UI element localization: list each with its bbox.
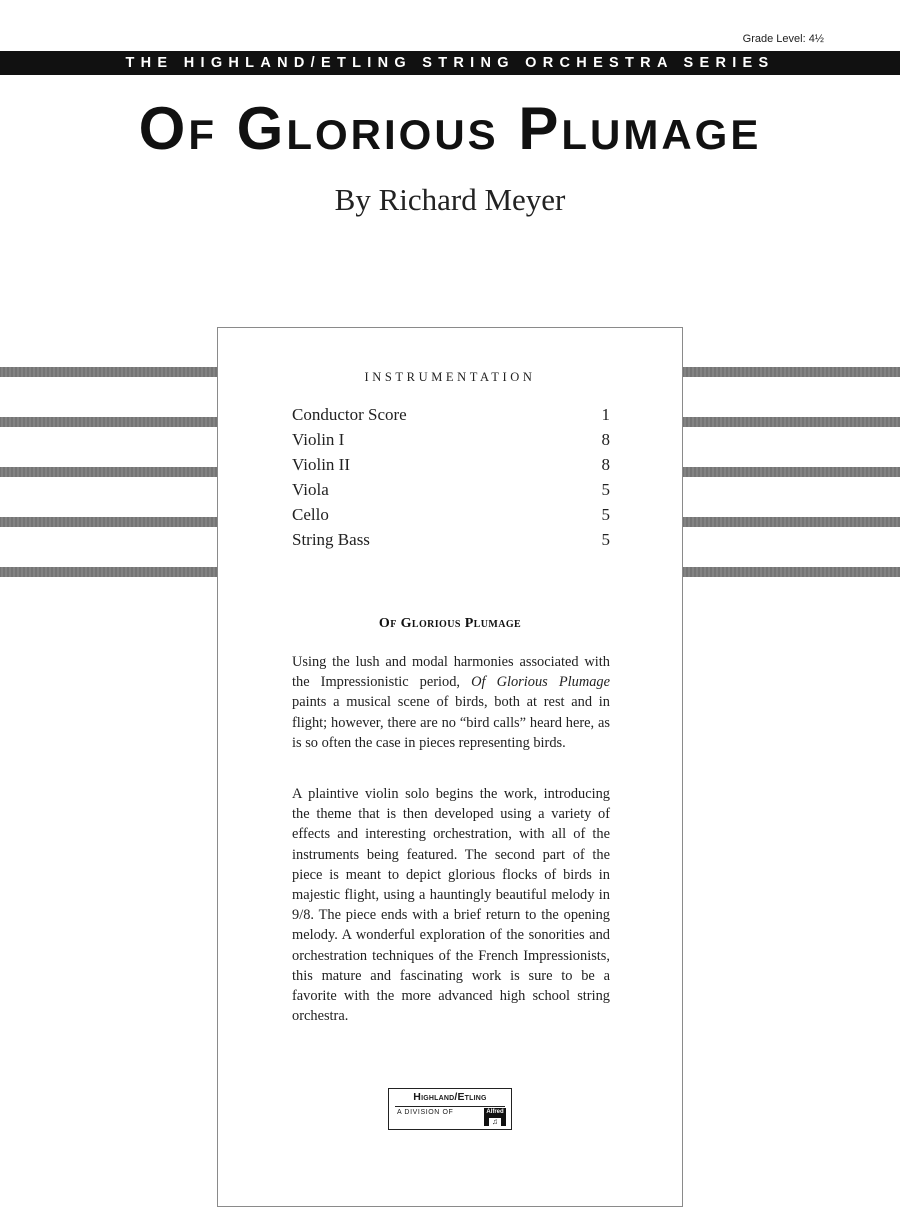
instrumentation-list — [292, 402, 610, 552]
staff-line-right — [683, 567, 900, 577]
description-paragraph-2: A plaintive violin solo begins the work, introducing the theme that is then developed using a variety of effects and interesting orchestration, with all of the instruments being featured. The second part of the piece is meant to depict glorious flocks of birds in majestic flight, using a hauntingly beautiful melody in 9/8. The piece ends with a brief return to the opening melody. A wonderful exploration of the sonorities and orchestration techniques of the French Impressionists, this mature and fascinating work is sure to be a favorite with the more advanced high school string orchestra. — [292, 786, 610, 1025]
piece-title: Of Glorious Plumage — [138, 95, 762, 162]
staff-line-right — [683, 367, 900, 377]
instrument-quantity: 1 — [601, 405, 610, 424]
staff-line-left — [0, 517, 217, 527]
staff-line-left — [0, 467, 217, 477]
info-panel — [217, 327, 683, 1207]
instrument-name: Conductor Score — [292, 405, 407, 424]
alfred-logo-icon — [484, 1108, 506, 1126]
logo-divider — [395, 1106, 505, 1107]
alfred-emblem-icon: ♫ — [489, 1118, 501, 1126]
instrumentation-row — [292, 452, 610, 477]
publisher-subtitle: A DIVISION OF — [397, 1109, 454, 1116]
staff-line-left — [0, 417, 217, 427]
instrument-quantity: 8 — [601, 455, 610, 474]
instrument-name: Violin I — [292, 430, 345, 449]
instrumentation-row — [292, 477, 610, 502]
publisher-name: Highland/Etling — [413, 1091, 487, 1103]
instrument-quantity: 5 — [601, 505, 610, 524]
instrument-quantity: 5 — [601, 530, 610, 549]
description-text: Using the lush and modal harmonies associated with the Impressionistic period, — [292, 654, 610, 691]
alfred-logo-text: Alfred — [486, 1109, 504, 1115]
series-banner: THE HIGHLAND/ETLING STRING ORCHESTRA SERIES — [0, 51, 900, 75]
description-text: paints a musical scene of birds, both at rest and in flight; however, there are no “bird calls” heard here, as is so often the case in pieces representing birds. — [292, 694, 610, 751]
instrumentation-row — [292, 527, 610, 552]
staff-line-right — [683, 467, 900, 477]
instrumentation-row — [292, 402, 610, 427]
composer-byline: By Richard Meyer — [334, 182, 566, 217]
instrument-name: Cello — [292, 505, 329, 524]
description-title: Of Glorious Plumage — [378, 616, 522, 631]
publisher-logo — [388, 1088, 512, 1130]
instrumentation-row — [292, 502, 610, 527]
staff-line-left — [0, 567, 217, 577]
instrument-name: Viola — [292, 480, 329, 499]
instrument-name: String Bass — [292, 530, 370, 549]
description-italic-title: Of Glorious Plumage — [471, 674, 611, 691]
instrumentation-row — [292, 427, 610, 452]
grade-level: Grade Level: 4½ — [742, 33, 824, 45]
instrument-quantity: 5 — [601, 480, 610, 499]
description-paragraph-1 — [292, 652, 610, 753]
instrument-name: Violin II — [292, 455, 350, 474]
staff-line-left — [0, 367, 217, 377]
instrument-quantity: 8 — [601, 430, 610, 449]
instrumentation-heading: INSTRUMENTATION — [364, 370, 536, 384]
staff-line-right — [683, 417, 900, 427]
staff-line-right — [683, 517, 900, 527]
